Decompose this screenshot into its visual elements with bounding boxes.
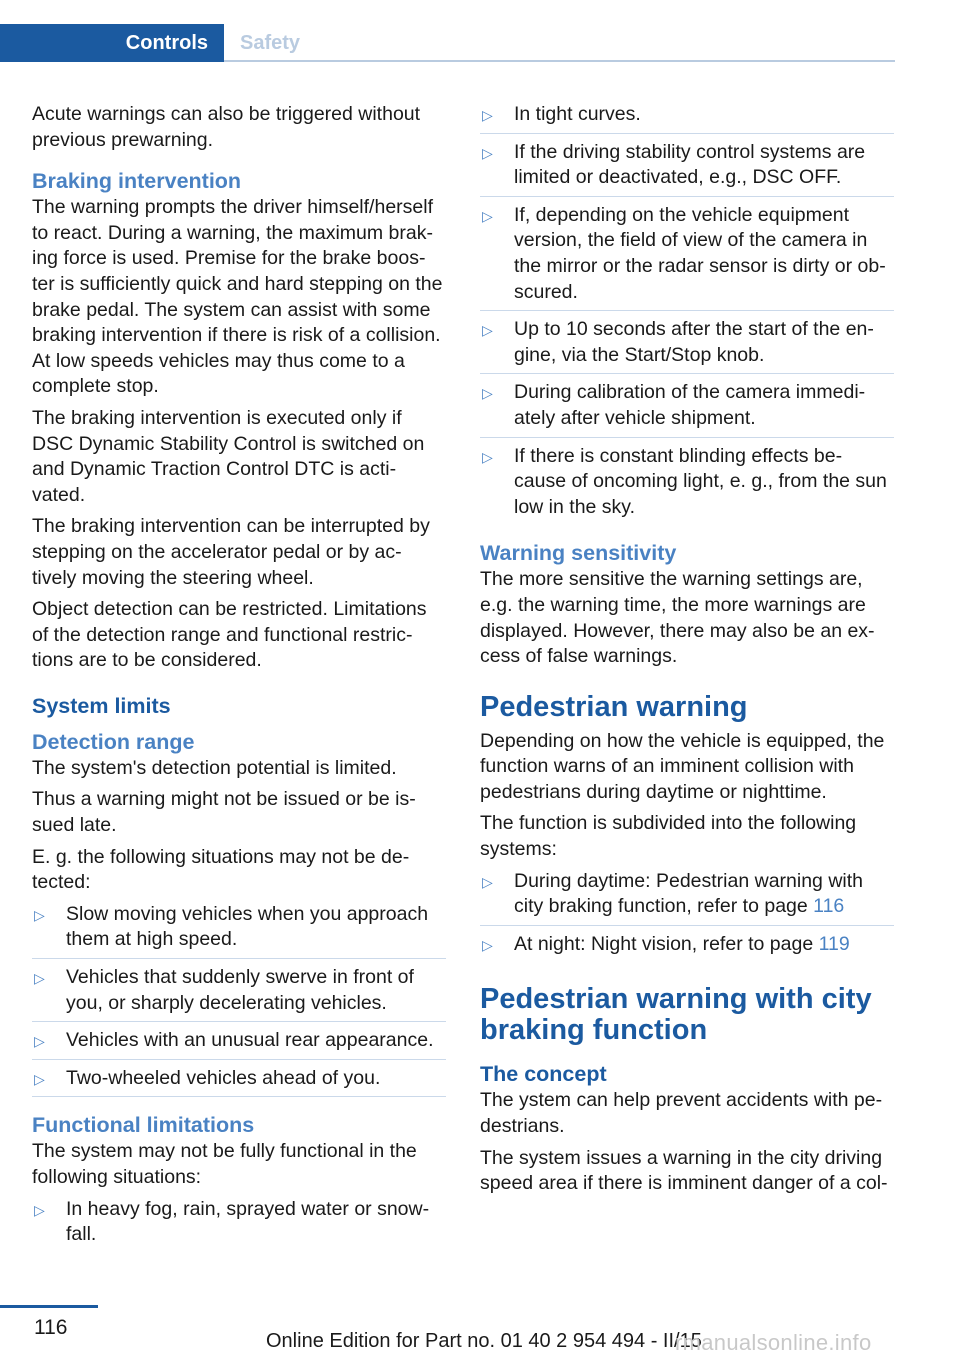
bullet-triangle-icon: ▷ bbox=[34, 970, 45, 987]
braking-paragraph-2: The braking intervention is executed only if DSC Dynamic Stability Control is switched on and Dynamic Traction Control DTC is acti-vated. bbox=[32, 406, 425, 506]
bullet-triangle-icon: ▷ bbox=[482, 936, 493, 953]
list-item: ▷ Vehicles that suddenly swerve in front of you, or sharply decelerating vehicles. bbox=[32, 965, 446, 1022]
right-column bbox=[480, 102, 894, 1203]
pedestrian-systems-list bbox=[480, 869, 894, 963]
watermark: rmanualsonline.info bbox=[675, 1330, 872, 1355]
list-item: ▷ If there is constant blinding effects be-cause of oncoming light, e. g., from the sun low in the sky. bbox=[482, 444, 887, 518]
bullet-triangle-icon: ▷ bbox=[482, 144, 493, 161]
edition-note: Online Edition for Part no. 01 40 2 954 494 - II/15 bbox=[266, 1330, 702, 1352]
list-item: ▷ If, depending on the vehicle equipment version, the field of view of the camera in the mirror or the radar sensor is dirty or ob-scured. bbox=[480, 203, 894, 311]
bullet-triangle-icon: ▷ bbox=[34, 1070, 45, 1087]
functional-paragraph-1: The system may not be fully functional in the following situations: bbox=[32, 1140, 417, 1188]
detection-paragraph-3: E. g. the following situations may not be de-tected: bbox=[32, 845, 410, 894]
detection-range-heading: Detection range bbox=[32, 729, 195, 754]
intro-paragraph: Acute warnings can also be triggered without previous prewarning. bbox=[32, 103, 421, 151]
bullet-triangle-icon: ▷ bbox=[34, 906, 45, 923]
functional-list bbox=[32, 1197, 446, 1253]
city-braking-heading: Pedestrian warning with city braking function bbox=[480, 983, 872, 1047]
sensitivity-paragraph-1: The more sensitive the warning settings are, e.g. the warning time, the more warnings are displayed. However, there may also be an ex-cess of false warnings. bbox=[480, 568, 875, 668]
bullet-triangle-icon: ▷ bbox=[34, 1033, 45, 1050]
functional-limitations-heading: Functional limitations bbox=[32, 1113, 255, 1138]
braking-paragraph-4: Object detection can be restricted. Limitations of the detection range and functional restric-tions are to be considered. bbox=[32, 598, 427, 672]
bullet-triangle-icon: ▷ bbox=[482, 107, 493, 123]
detection-paragraph-2: Thus a warning might not be issued or be is-sued late. bbox=[32, 788, 416, 837]
bullet-triangle-icon: ▷ bbox=[482, 873, 493, 890]
page-link-116[interactable]: 116 bbox=[813, 895, 845, 918]
bullet-triangle-icon: ▷ bbox=[482, 385, 493, 402]
page-number: 116 bbox=[34, 1316, 68, 1339]
bullet-triangle-icon: ▷ bbox=[34, 1201, 45, 1218]
braking-paragraph-3: The braking intervention can be interrupted by stepping on the accelerator pedal or by ac-tively moving the steering wheel. bbox=[32, 515, 430, 589]
header-rule bbox=[224, 60, 895, 62]
list-item: ▷ If the driving stability control systems are limited or deactivated, e.g., DSC OFF. bbox=[480, 140, 894, 197]
left-column bbox=[32, 102, 446, 1259]
concept-paragraph-1: The ystem can help prevent accidents with pe-destrians. bbox=[480, 1089, 883, 1138]
list-item: ▷ During daytime: Pedestrian warning with city braking function, refer to page 116 bbox=[480, 869, 894, 926]
bullet-triangle-icon: ▷ bbox=[482, 322, 493, 339]
pedestrian-warning-heading: Pedestrian warning bbox=[480, 690, 748, 723]
pedestrian-paragraph-1: Depending on how the vehicle is equipped, the function warns of an imminent collision with pedestrians during daytime or nighttime. bbox=[480, 729, 885, 803]
detection-paragraph-1: The system's detection potential is limited. bbox=[32, 756, 397, 779]
bullet-triangle-icon: ▷ bbox=[482, 207, 493, 224]
page-number-rule bbox=[0, 1305, 98, 1308]
concept-paragraph-2: The system issues a warning in the city driving speed area if there is imminent danger of a col- bbox=[480, 1146, 888, 1195]
pedestrian-paragraph-2: The function is subdivided into the following systems: bbox=[480, 812, 857, 861]
list-item: ▷ Up to 10 seconds after the start of the en-gine, via the Start/Stop knob. bbox=[480, 317, 894, 374]
list-item: ▷ At night: Night vision, refer to page 119 bbox=[480, 932, 894, 963]
tab-controls[interactable]: Controls bbox=[0, 24, 224, 62]
system-limits-heading: System limits bbox=[32, 693, 171, 718]
list-item: ▷ During calibration of the camera immedi-ately after vehicle shipment. bbox=[480, 380, 894, 437]
concept-heading: The concept bbox=[480, 1062, 607, 1087]
list-item: ▷ In tight curves. bbox=[480, 102, 894, 134]
functional-list-continued bbox=[480, 102, 894, 525]
bullet-triangle-icon: ▷ bbox=[482, 448, 493, 465]
list-item: ▷ Two-wheeled vehicles ahead of you. bbox=[32, 1066, 446, 1098]
braking-intervention-heading: Braking intervention bbox=[32, 169, 242, 194]
braking-paragraph-1: The warning prompts the driver himself/herself to react. During a warning, the maximum brak-ing force is used. Premise for the brake boos-ter is sufficiently quick and hard stepping on the brake pedal. The system can assist with some braking intervention if there is risk of a collision. At low speeds vehicles may thus come to a complete stop. bbox=[32, 196, 443, 398]
list-item: ▷ Slow moving vehicles when you approach them at high speed. bbox=[32, 902, 446, 959]
tab-safety[interactable]: Safety bbox=[240, 32, 301, 54]
list-item: ▷ In heavy fog, rain, sprayed water or snow-fall. bbox=[34, 1197, 430, 1246]
list-item: ▷ Vehicles with an unusual rear appearance. bbox=[32, 1028, 446, 1060]
page-link-119[interactable]: 119 bbox=[818, 932, 850, 955]
detection-list bbox=[32, 902, 446, 1098]
warning-sensitivity-heading: Warning sensitivity bbox=[480, 541, 677, 566]
chapter-header bbox=[0, 24, 895, 62]
